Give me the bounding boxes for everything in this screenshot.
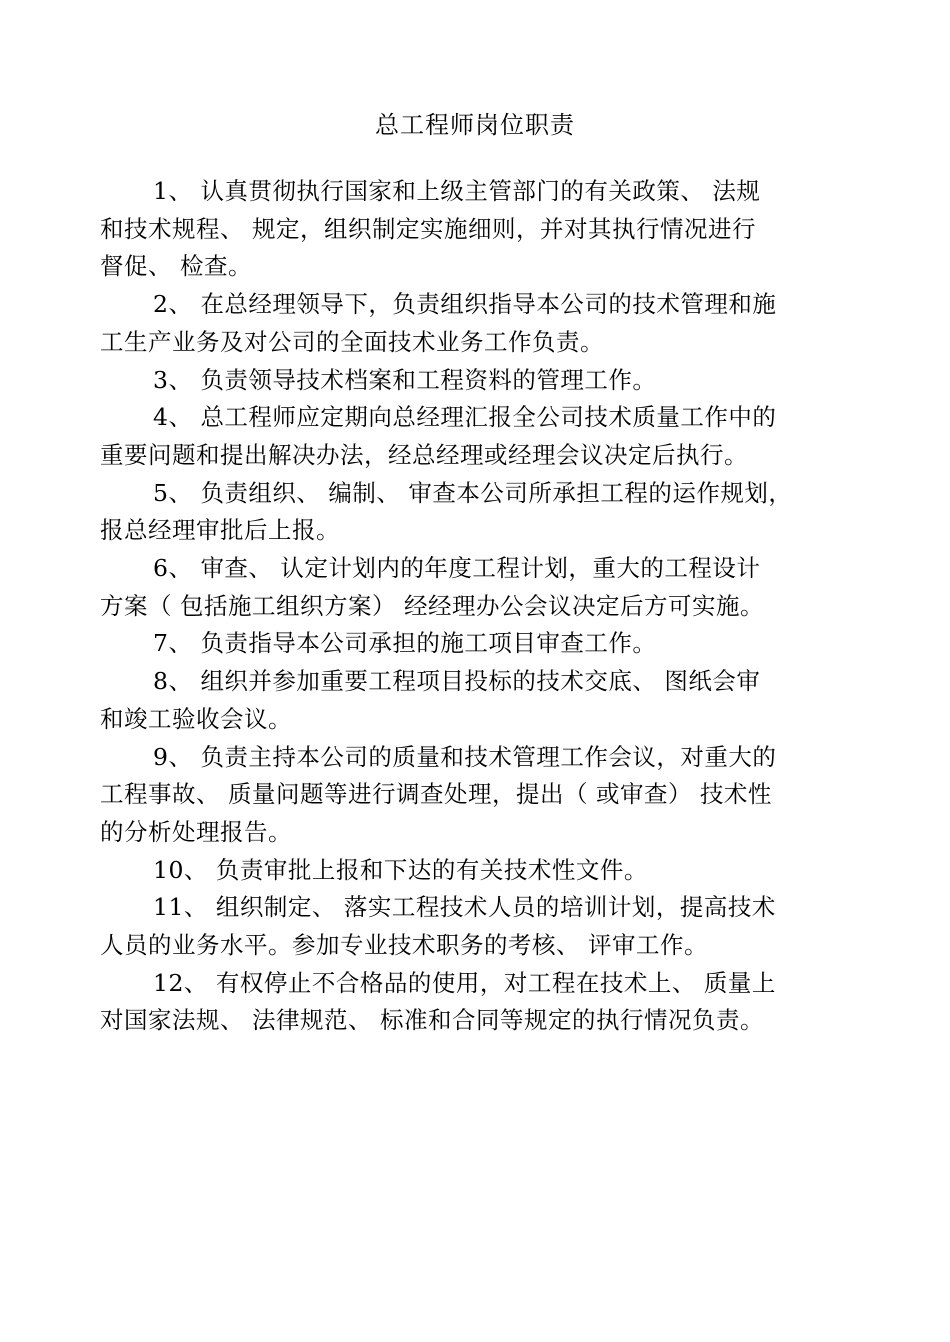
duty-item-first-line bbox=[100, 625, 860, 663]
duty-item-first-line bbox=[100, 475, 860, 513]
item-text: 对国家法规、 法律规范、 标准和合同等规定的执行情况负责。 bbox=[100, 1006, 764, 1035]
item-text: 总工程师应定期向总经理汇报全公司技术质量工作中的 bbox=[200, 403, 777, 432]
item-number: 4、 bbox=[153, 403, 193, 432]
item-text: 负责主持本公司的质量和技术管理工作会议，对重大的 bbox=[200, 742, 777, 771]
item-number: 6、 bbox=[153, 554, 193, 583]
item-text: 和技术规程、 规定，组织制定实施细则，并对其执行情况进行 bbox=[100, 214, 756, 243]
item-text: 和竣工验收会议。 bbox=[100, 704, 292, 733]
item-number: 3、 bbox=[153, 365, 193, 394]
item-text: 报总经理审批后上报。 bbox=[100, 516, 340, 545]
duty-item bbox=[100, 663, 860, 738]
duty-item-first-line bbox=[100, 286, 860, 324]
item-number: 2、 bbox=[153, 290, 193, 319]
item-text: 方案（ 包括施工组织方案） 经经理办公会议决定后方可实施。 bbox=[100, 591, 764, 620]
item-text: 负责审批上报和下达的有关技术性文件。 bbox=[215, 855, 648, 884]
duty-item bbox=[100, 625, 860, 663]
duty-item bbox=[100, 399, 860, 474]
duty-item-first-line bbox=[100, 399, 860, 437]
item-text: 负责领导技术档案和工程资料的管理工作。 bbox=[200, 365, 657, 394]
item-number: 11、 bbox=[153, 893, 208, 922]
duty-item-first-line bbox=[100, 663, 860, 701]
duty-item-first-line bbox=[100, 889, 860, 927]
item-number: 12、 bbox=[153, 968, 208, 997]
duty-item bbox=[100, 965, 860, 1040]
document-title: 总工程师岗位职责 bbox=[375, 111, 575, 139]
duty-item bbox=[100, 475, 860, 550]
duty-item bbox=[100, 550, 860, 625]
item-text: 负责指导本公司承担的施工项目审查工作。 bbox=[200, 629, 657, 658]
item-text: 组织并参加重要工程项目投标的技术交底、 图纸会审 bbox=[200, 667, 761, 696]
item-text: 重要问题和提出解决办法，经总经理或经理会议决定后执行。 bbox=[100, 440, 748, 469]
item-number: 10、 bbox=[153, 855, 208, 884]
duty-item-first-line bbox=[100, 550, 860, 588]
item-number: 5、 bbox=[153, 478, 193, 507]
item-text: 的分析处理报告。 bbox=[100, 817, 292, 846]
duty-item-first-line bbox=[100, 362, 860, 400]
duty-item-first-line bbox=[100, 852, 860, 890]
item-text: 负责组织、 编制、 审查本公司所承担工程的运作规划， bbox=[200, 478, 793, 507]
duty-item bbox=[100, 362, 860, 400]
item-text: 督促、 检查。 bbox=[100, 252, 252, 281]
duty-item bbox=[100, 739, 860, 852]
item-number: 1、 bbox=[153, 177, 193, 205]
item-number: 8、 bbox=[153, 667, 193, 696]
duty-item-first-line bbox=[100, 965, 860, 1003]
item-text: 工生产业务及对公司的全面技术业务工作负责。 bbox=[100, 327, 604, 356]
item-number: 7、 bbox=[153, 629, 193, 658]
item-text: 在总经理领导下，负责组织指导本公司的技术管理和施 bbox=[200, 290, 777, 319]
duty-item bbox=[100, 173, 860, 286]
item-text: 人员的业务水平。参加专业技术职务的考核、 评审工作。 bbox=[100, 931, 708, 960]
duty-item bbox=[100, 286, 860, 361]
duty-item bbox=[100, 889, 860, 964]
item-text: 有权停止不合格品的使用，对工程在技术上、 质量上 bbox=[215, 968, 776, 997]
duty-item bbox=[100, 852, 860, 890]
item-text: 审查、 认定计划内的年度工程计划，重大的工程设计 bbox=[200, 554, 761, 583]
item-text: 认真贯彻执行国家和上级主管部门的有关政策、 法规 bbox=[200, 177, 761, 205]
item-number: 9、 bbox=[153, 742, 193, 771]
item-text: 工程事故、 质量问题等进行调查处理，提出（ 或审查） 技术性 bbox=[100, 780, 772, 809]
duty-item-first-line bbox=[100, 739, 860, 777]
document-body bbox=[100, 173, 860, 1040]
duty-item-first-line bbox=[100, 173, 860, 211]
item-text: 组织制定、 落实工程技术人员的培训计划，提高技术 bbox=[215, 893, 776, 922]
